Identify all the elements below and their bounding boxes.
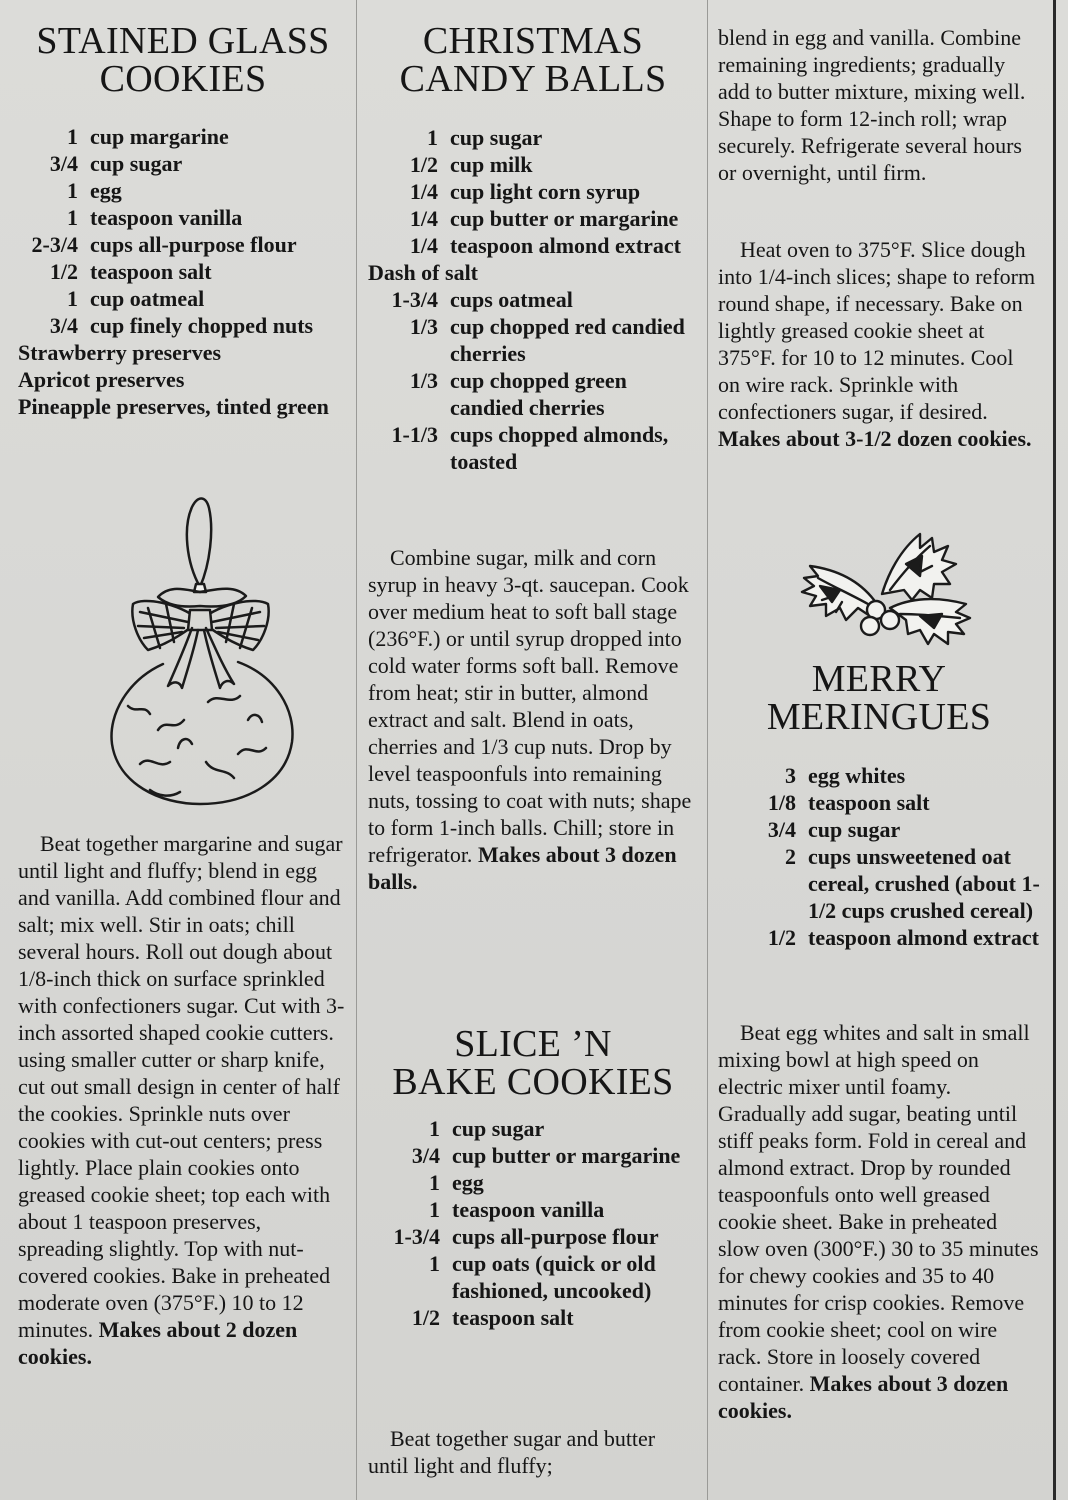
- ingredient-quantity: 3/4: [49, 313, 78, 338]
- ingredient-item: [718, 816, 1040, 843]
- ornament-icon: [88, 492, 318, 822]
- title-line: MERRY: [811, 658, 947, 700]
- ingredient-text: cup butter or margarine: [452, 1143, 681, 1168]
- ingredient-text: cups all-purpose flour: [90, 232, 297, 257]
- ingredient-quantity: 3/4: [411, 1143, 440, 1168]
- ingredient-item: [718, 924, 1040, 951]
- ingredient-list: [718, 762, 1040, 951]
- ingredient-text: cup sugar: [90, 151, 183, 176]
- ingredient-text: cups all-purpose flour: [452, 1224, 659, 1249]
- ingredient-item: [18, 231, 348, 258]
- ingredient-quantity: 1: [429, 1170, 440, 1195]
- holly-icon: [770, 520, 990, 650]
- method-text: [718, 236, 1040, 452]
- recipe-yield: Makes about 3-1/2 dozen cookies.: [718, 426, 1032, 451]
- ingredient-item: [368, 124, 698, 151]
- ingredient-quantity: 1-1/3: [391, 422, 438, 447]
- ingredient-text: egg: [452, 1170, 484, 1195]
- recipe-title-stained-glass: [18, 22, 348, 98]
- ingredient-list: [18, 123, 348, 420]
- ingredient-text: cup butter or margarine: [450, 206, 679, 231]
- title-line: CHRISTMAS: [422, 20, 644, 62]
- ingredient-quantity: 2: [785, 844, 796, 869]
- ingredient-text: cups chopped almonds, toasted: [450, 422, 669, 474]
- ingredient-quantity: 1: [67, 286, 78, 311]
- title-line: STAINED GLASS: [36, 20, 330, 62]
- title-line: MERINGUES: [766, 696, 992, 738]
- ingredient-item: [718, 789, 1040, 816]
- ingredient-text: Dash of salt: [368, 260, 479, 285]
- ingredient-text: Apricot preserves: [18, 367, 185, 392]
- column-rule: [707, 0, 708, 1500]
- column-2: [368, 0, 698, 1478]
- recipe-yield: Makes about 2 dozen cookies.: [18, 1317, 298, 1369]
- ingredient-quantity: 3/4: [767, 817, 796, 842]
- ingredient-item: [368, 1304, 698, 1331]
- ingredient-quantity: 3: [785, 763, 796, 788]
- ingredient-item: [368, 178, 698, 205]
- method-body: Beat together sugar and butter until light and fluffy;: [368, 1426, 656, 1478]
- ingredient-quantity: 1-3/4: [391, 287, 438, 312]
- ingredient-text: cup margarine: [90, 124, 229, 149]
- ingredient-item: [18, 285, 348, 312]
- ingredient-item: [368, 205, 698, 232]
- ingredient-quantity: 1/4: [409, 179, 438, 204]
- ingredient-quantity: 1: [429, 1116, 440, 1141]
- ingredient-quantity: 1/2: [409, 152, 438, 177]
- ingredient-text: Pineapple preserves, tinted green: [18, 394, 329, 419]
- ingredient-item: [368, 1115, 698, 1142]
- column-rule: [356, 0, 357, 1500]
- method-body: Beat together margarine and sugar until light and fluffy; blend in egg and vanilla. Add combined flour and salt; mix well. Stir in oats; chill several hours. Roll out dough about 1/8-inch thick on surface sprinkled with confectioners sugar. Cut with 3-inch assorted shaped cookie cutters. using smaller cutter or sharp knife, cut out small design in center of half the cookies. Sprinkle nuts over cookies with cut-out centers; press lightly. Place plain cookies onto greased cookie sheet; top each with about 1 teaspoon preserves, spreading slightly. Top with nut-covered cookies. Bake in preheated moderate oven (375°F.) 10 to 12 minutes.: [18, 831, 345, 1342]
- ingredient-quantity: 1/8: [767, 790, 796, 815]
- method-text: [718, 1019, 1040, 1424]
- ingredient-quantity: 1: [67, 124, 78, 149]
- ingredient-item: [18, 258, 348, 285]
- ingredient-item: [368, 259, 698, 286]
- method-body: Beat egg whites and salt in small mixing bowl at high speed on electric mixer until foamy. Gradually add sugar, beating until stiff peaks form. Fold in cereal and almond extract. Drop by rounded teaspoonfuls onto well greased cookie sheet. Bake in preheated slow oven (300°F.) 30 to 35 minutes for chewy cookies and 35 to 40 minutes for crisp cookies. Remove from cookie sheet; cool on wire rack. Store in loosely covered container.: [718, 1020, 1039, 1396]
- ingredient-item: [368, 1142, 698, 1169]
- ingredient-quantity: 1/2: [767, 925, 796, 950]
- ingredient-text: cup chopped green candied cherries: [450, 368, 627, 420]
- title-line: BAKE COOKIES: [392, 1061, 674, 1103]
- ingredient-text: cups unsweetened oat cereal, crushed (about 1-1/2 cups crushed cereal): [808, 844, 1040, 923]
- ingredient-item: [18, 150, 348, 177]
- ingredient-text: teaspoon almond extract: [450, 233, 681, 258]
- ingredient-text: teaspoon salt: [452, 1305, 574, 1330]
- ingredient-text: teaspoon vanilla: [90, 205, 243, 230]
- ingredient-text: cup sugar: [450, 125, 543, 150]
- recipe-title-candy-balls: [368, 22, 698, 98]
- ingredient-text: cup sugar: [808, 817, 901, 842]
- ingredient-item: [718, 762, 1040, 789]
- method-text: [718, 24, 1040, 186]
- ingredient-item: [368, 286, 698, 313]
- ingredient-quantity: 1/2: [411, 1305, 440, 1330]
- title-line: CANDY BALLS: [399, 58, 667, 100]
- ingredient-item: [368, 1223, 698, 1250]
- ingredient-quantity: 1/3: [409, 368, 438, 393]
- method-text: [368, 1425, 698, 1479]
- ingredient-text: teaspoon vanilla: [452, 1197, 605, 1222]
- method-body: Combine sugar, milk and corn syrup in heavy 3-qt. saucepan. Cook over medium heat to soft ball stage (236°F.) or until syrup dropped into cold water forms soft ball. Remove from heat; stir in butter, almond extract and salt. Blend in oats, cherries and 1/3 cup nuts. Drop by level teaspoonfuls into remaining nuts, tossing to coat with nuts; shape to form 1-inch balls. Chill; store in refrigerator.: [368, 545, 692, 867]
- method-text: [368, 544, 698, 895]
- recipe-yield: Makes about 3 dozen balls.: [368, 842, 677, 894]
- ingredient-text: cup oatmeal: [90, 286, 205, 311]
- page-border: [1053, 0, 1056, 1500]
- ingredient-item: [368, 1250, 698, 1304]
- title-line: SLICE ’N: [454, 1023, 612, 1065]
- ingredient-text: cup sugar: [452, 1116, 545, 1141]
- ingredient-quantity: 3/4: [49, 151, 78, 176]
- ingredient-text: Strawberry preserves: [18, 340, 222, 365]
- ingredient-item: [18, 177, 348, 204]
- method-body: blend in egg and vanilla. Combine remaining ingredients; gradually add to butter mixture, mixing well. Shape to form 12-inch roll; wrap securely. Refrigerate several hours or overnight, until firm.: [718, 25, 1026, 185]
- ingredient-text: cup chopped red candied cherries: [450, 314, 685, 366]
- ingredient-item: [368, 313, 698, 367]
- ingredient-item: [368, 421, 698, 475]
- ingredient-quantity: 1/2: [49, 259, 78, 284]
- method-body: Heat oven to 375°F. Slice dough into 1/4-inch slices; shape to reform round shape, if necessary. Bake on lightly greased cookie sheet at 375°F. for 10 to 12 minutes. Cool on wire rack. Sprinkle with confectioners sugar, if desired.: [718, 237, 1036, 424]
- ingredient-text: cup oats (quick or old fashioned, uncooked): [452, 1251, 656, 1303]
- ingredient-item: [18, 312, 348, 339]
- ingredient-text: cup light corn syrup: [450, 179, 641, 204]
- ingredient-quantity: 1: [67, 178, 78, 203]
- ingredient-text: egg: [90, 178, 122, 203]
- title-line: COOKIES: [99, 58, 267, 100]
- ingredient-quantity: 1/4: [409, 206, 438, 231]
- ingredient-item: [368, 1196, 698, 1223]
- ingredient-text: egg whites: [808, 763, 906, 788]
- ingredient-list: [368, 1115, 698, 1331]
- ingredient-text: cups oatmeal: [450, 287, 573, 312]
- ingredient-text: teaspoon almond extract: [808, 925, 1039, 950]
- recipe-yield: Makes about 3 dozen cookies.: [718, 1371, 1009, 1423]
- ingredient-quantity: 1: [429, 1197, 440, 1222]
- column-1: [18, 0, 348, 1369]
- ingredient-text: cup finely chopped nuts: [90, 313, 314, 338]
- ingredient-quantity: 1: [67, 205, 78, 230]
- ingredient-item: [18, 366, 348, 393]
- recipe-title-slice-bake: [368, 1025, 698, 1101]
- ingredient-quantity: 2-3/4: [31, 232, 78, 257]
- ingredient-text: cup milk: [450, 152, 533, 177]
- ingredient-quantity: 1: [427, 125, 438, 150]
- ingredient-item: [368, 367, 698, 421]
- ingredient-item: [368, 232, 698, 259]
- ingredient-quantity: 1/4: [409, 233, 438, 258]
- ingredient-quantity: 1: [429, 1251, 440, 1276]
- ingredient-item: [18, 393, 348, 420]
- ingredient-text: teaspoon salt: [90, 259, 212, 284]
- ingredient-quantity: 1-3/4: [393, 1224, 440, 1249]
- ingredient-item: [18, 204, 348, 231]
- ingredient-item: [368, 1169, 698, 1196]
- ingredient-list: [368, 124, 698, 475]
- ingredient-text: teaspoon salt: [808, 790, 930, 815]
- recipe-title-merry-meringues: [718, 660, 1040, 736]
- ingredient-item: [18, 339, 348, 366]
- ingredient-item: [368, 151, 698, 178]
- ingredient-item: [718, 843, 1040, 924]
- ingredient-item: [18, 123, 348, 150]
- method-text: [18, 830, 348, 1370]
- ingredient-quantity: 1/3: [409, 314, 438, 339]
